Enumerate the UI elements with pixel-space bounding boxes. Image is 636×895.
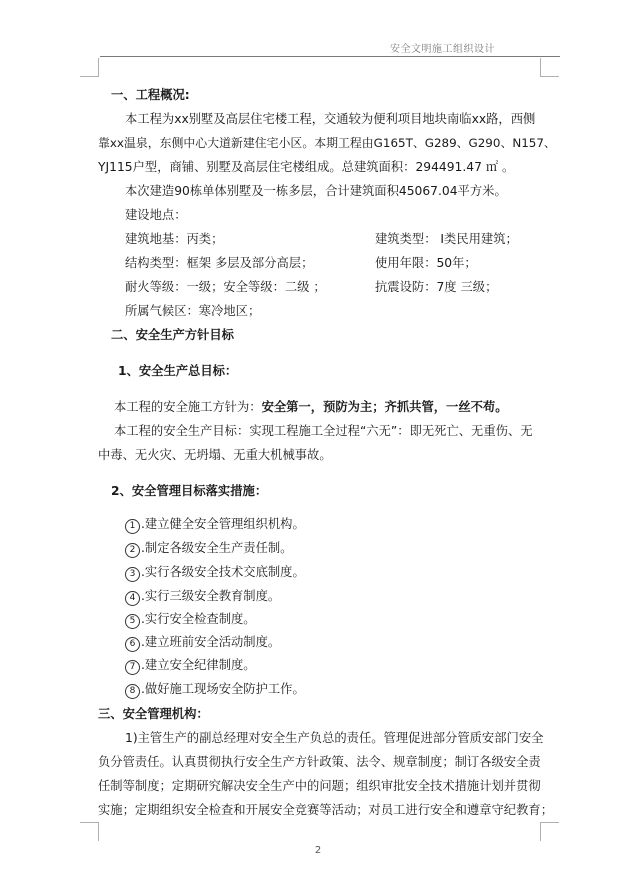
crop-mark-top-right	[540, 58, 559, 77]
measure-item	[125, 564, 305, 582]
crop-mark-bottom-left	[80, 822, 99, 841]
goal-paragraph-line: 中毒、无火灾、无坍塌、无重大机械事故。	[98, 448, 332, 462]
management-paragraph-line: 实施；定期组织安全检查和开展安全竞赛等活动；对员工进行安全和遵章守纪教育；	[98, 803, 553, 817]
measure-text: .建立安全纪律制度。	[141, 658, 256, 672]
measure-item	[125, 657, 256, 675]
measure-item	[125, 634, 280, 652]
circled-number: 5	[125, 614, 140, 629]
circled-number: 1	[125, 519, 140, 534]
measure-item	[125, 588, 280, 606]
circled-number: 2	[125, 543, 140, 558]
circled-number: 3	[125, 567, 140, 582]
property-right: 抗震设防：7度 三级；	[375, 280, 498, 294]
crop-mark-top-left	[80, 58, 99, 77]
section-heading-management: 三、安全管理机构：	[98, 707, 209, 721]
subheading-overall-goal: 1、安全生产总目标：	[118, 364, 238, 378]
circled-number: 8	[125, 684, 140, 699]
measure-text: .制定各级安全生产责任制。	[141, 541, 293, 555]
measure-text: .实行三级安全教育制度。	[141, 589, 281, 603]
page-number: 2	[314, 845, 322, 856]
circled-number: 4	[125, 591, 140, 606]
measure-item	[125, 540, 292, 558]
overview-paragraph-line: YJ115户型，商铺、别墅及高层住宅楼组成。总建筑面积：294491.47 ㎡ 。	[98, 160, 515, 174]
site-label: 建设地点：	[125, 208, 187, 222]
overview-paragraph-line: 本工程为xx别墅及高层住宅楼工程，交通较为便利项目地块南临xx路，西侧	[125, 112, 536, 126]
measure-text: .建立班前安全活动制度。	[141, 635, 281, 649]
policy-prefix: 本工程的安全施工方针为：	[114, 400, 262, 414]
management-paragraph-line: 任制等制度；定期研究解决安全生产中的问题；组织审批安全技术措施计划并贯彻	[98, 779, 541, 793]
measure-item	[125, 611, 256, 629]
safety-policy-line	[114, 399, 508, 415]
measure-item	[125, 681, 305, 699]
management-paragraph-line: 1)主管生产的副总经理对安全生产负总的责任。管理促进部分管质安部门安全	[125, 731, 544, 745]
measure-text: .做好施工现场安全防护工作。	[141, 682, 305, 696]
section-heading-overview: 一、工程概况:	[111, 88, 190, 102]
property-left: 耐火等级：一级；安全等级：二级 ；	[125, 280, 326, 294]
measure-text: .实行安全检查制度。	[141, 612, 256, 626]
measure-text: .实行各级安全技术交底制度。	[141, 565, 305, 579]
measure-text: .建立健全安全管理组织机构。	[141, 517, 305, 531]
management-paragraph-line: 负分管责任。认真贯彻执行安全生产方针政策、法令、规章制度；制订各级安全责	[98, 755, 541, 769]
circled-number: 6	[125, 637, 140, 652]
property-left: 建筑地基：丙类；	[125, 232, 224, 246]
crop-mark-bottom-right	[540, 822, 559, 841]
climate-line: 所属气候区：寒冷地区；	[125, 304, 261, 318]
measure-item	[125, 516, 305, 534]
property-right: 使用年限：50年；	[375, 256, 477, 270]
overview-area-line: 本次建造90栋单体别墅及一栋多层，合计建筑面积45067.04平方米。	[125, 184, 507, 198]
header-rule	[100, 56, 560, 57]
overview-paragraph-line: 靠xx温泉，东侧中心大道新建住宅小区。本期工程由G165T、G289、G290、N157、	[98, 136, 556, 150]
running-header: 安全文明施工组织设计	[390, 44, 495, 55]
subheading-measures: 2、安全管理目标落实措施：	[111, 484, 268, 498]
policy-motto: 安全第一，预防为主；齐抓共管，一丝不苟。	[261, 400, 508, 414]
property-right: 建筑类型： Ⅰ类民用建筑；	[375, 232, 518, 246]
section-heading-safety-goals: 二、安全生产方针目标	[111, 328, 234, 342]
circled-number: 7	[125, 660, 140, 675]
property-left: 结构类型：框架 多层及部分高层；	[125, 256, 314, 270]
goal-paragraph-line: 本工程的安全生产目标：实现工程施工全过程“六无”：即无死亡、无重伤、无	[114, 424, 533, 438]
